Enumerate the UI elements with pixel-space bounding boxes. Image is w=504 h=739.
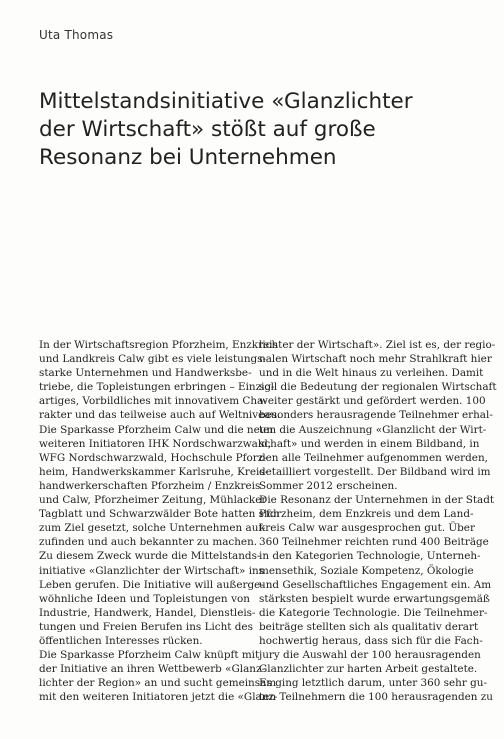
text-line: lichter der Region» an und sucht gemeinsam [39,677,277,690]
text-line: 360 Teilnehmer reichten rund 400 Beiträge [259,536,489,549]
text-line: wöhnliche Ideen und Topleistungen von [39,592,250,605]
text-line: besonders herausragende Teilnehmer erhal- [259,409,493,422]
text-line: Zu diesem Zweck wurde die Mittelstands- [39,550,261,563]
text-line: die Kategorie Technologie. Die Teilnehmer- [259,606,488,619]
text-line: Glanzlichter zur harten Arbeit gestaltete. [259,663,478,676]
title-line: der Wirtschaft» stößt auf große [39,117,376,142]
text-line: zufinden und auch bekannter zu machen. [39,536,258,549]
text-line: artiges, Vorbildliches mit innovativem Cha- [39,395,267,408]
text-line: rakter und das teilweise auch auf Weltniveau. [39,409,281,422]
text-line: weiter gestärkt und gefördert werden. 100 [259,395,486,408]
text-line: ten Teilnehmern die 100 herausragenden zu [259,691,493,704]
text-line: Die Resonanz der Unternehmen in der Stadt [259,494,495,507]
text-line: weiteren Initiatoren IHK Nordschwarzwald, [39,437,272,450]
article-title [39,88,479,172]
text-line: in den Kategorien Technologie, Unterneh- [259,550,481,563]
author-name: Uta Thomas [39,28,114,42]
text-line: und Calw, Pforzheimer Zeitung, Mühlacker [39,494,267,507]
text-line: den alle Teilnehmer aufgenommen werden, [259,451,488,464]
text-line: Es ging letztlich darum, unter 360 sehr gu- [259,677,487,690]
title-line: Mittelstandsinitiative «Glanzlichter [39,89,413,114]
text-line: starke Unternehmen und Handwerksbe- [39,367,252,380]
text-line: mit den weiteren Initiatoren jetzt die «Glanz- [39,691,278,704]
text-line: nalen Wirtschaft noch mehr Strahlkraft hier [259,353,492,366]
left-text-column [39,338,281,704]
text-line: tungen und Freien Berufen ins Licht des [39,620,253,633]
text-line: initiative «Glanzlichter der Wirtschaft» ins [39,564,265,577]
text-line: soll die Bedeutung der regionalen Wirtschaft [259,381,497,394]
text-line: öffentlichen Interesses rücken. [39,634,203,647]
text-line: und Gesellschaftliches Engagement ein. Am [259,578,492,591]
text-line: Pforzheim, dem Enzkreis und dem Land- [259,508,474,521]
text-line: stärksten bespielt wurde erwartungsgemäß [259,592,490,605]
text-line: handwerkerschaften Pforzheim / Enzkreis [39,479,261,492]
text-line: Industrie, Handwerk, Handel, Dienstleis- [39,606,256,619]
text-line: detailliert vorgestellt. Der Bildband wird im [259,465,491,478]
text-line: Leben gerufen. Die Initiative will außerge- [39,578,264,591]
text-line: WFG Nordschwarzwald, Hochschule Pforz- [39,451,267,464]
text-line: Die Sparkasse Pforzheim Calw knüpft mit [39,649,260,662]
text-line: lichter der Wirtschaft». Ziel ist es, der regio- [259,339,496,351]
text-line: schaft» und werden in einem Bildband, in [259,437,480,450]
text-line: ten die Auszeichnung «Glanzlicht der Wirt- [259,423,487,436]
text-line: zum Ziel gesetzt, solche Unternehmen auf- [39,522,266,535]
text-line: hochwertig heraus, dass sich für die Fach- [259,634,483,647]
text-line: Tagblatt und Schwarzwälder Bote hatten sich [39,508,280,521]
text-line: heim, Handwerkskammer Karlsruhe, Kreis- [39,465,269,478]
text-line: In der Wirtschaftsregion Pforzheim, Enzkreis [39,339,278,351]
text-line: Die Sparkasse Pforzheim Calw und die neun [39,423,274,436]
text-line: und Landkreis Calw gibt es viele leistungs- [39,353,267,366]
text-line: Sommer 2012 erscheinen. [259,479,398,492]
text-line: und in die Welt hinaus zu verleihen. Damit [259,367,484,380]
right-text-column [259,338,497,704]
title-line: Resonanz bei Unternehmen [39,145,337,170]
text-line: kreis Calw war ausgesprochen gut. Über [259,522,475,535]
text-line: triebe, die Topleistungen erbringen – Einzig- [39,381,275,394]
text-line: mensethik, Soziale Kompetenz, Ökologie [259,564,474,577]
text-line: jury die Auswahl der 100 herausragenden [259,649,481,662]
text-line: der Initiative an ihren Wettbewerb «Glanz- [39,663,265,676]
text-line: beiträge stellten sich als qualitativ derart [259,620,479,633]
